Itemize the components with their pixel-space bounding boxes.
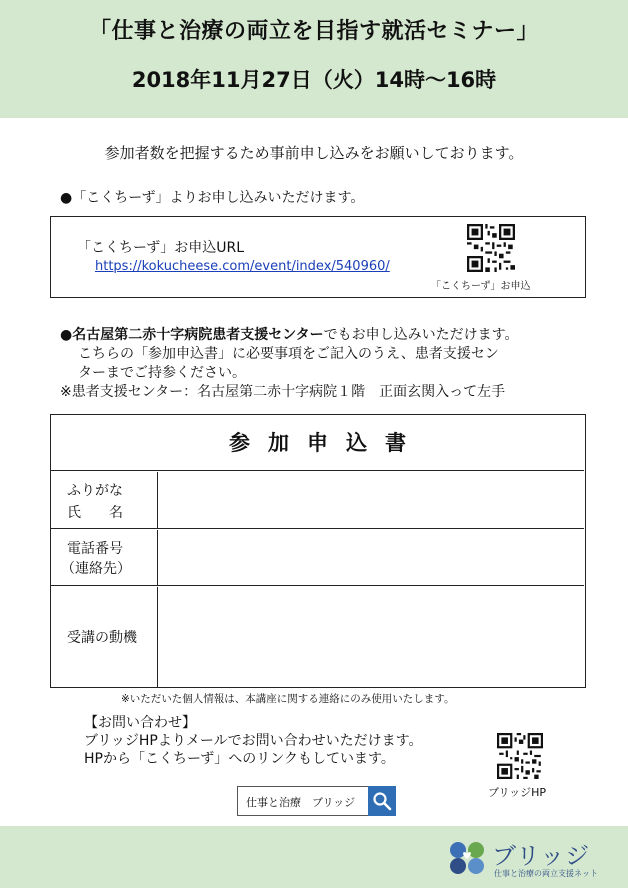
- contact-section: [84, 714, 422, 768]
- name-field[interactable]: [158, 472, 584, 528]
- bridge-logo-name: ブリッジ: [492, 842, 591, 870]
- phone-label-line2: （連絡先）: [61, 561, 131, 577]
- bridge-qr-caption: ブリッジHP: [488, 786, 547, 799]
- intro-text: 参加者数を把握するため事前申し込みをお願いしております。: [104, 144, 524, 162]
- contact-line-2: HPから「こくちーず」へのリンクもしています。: [84, 751, 395, 767]
- support-line-1-rest: でもお申し込みいただけます。: [323, 327, 519, 343]
- event-date: 2018年11月27日（火）14時～16時: [131, 68, 497, 92]
- search-button[interactable]: [368, 786, 396, 816]
- full-name-label: 氏 名: [67, 505, 123, 521]
- kokucheese-qr-caption: 「こくちーず」お申込: [431, 281, 531, 292]
- bridge-logo: [448, 836, 618, 882]
- application-form: [50, 414, 586, 688]
- search-box[interactable]: [237, 786, 395, 816]
- search-query-text: 仕事と治療 ブリッジ: [246, 796, 356, 809]
- motivation-field[interactable]: [158, 587, 584, 687]
- kokucheese-qr-code[interactable]: [467, 224, 515, 272]
- support-line-1: [60, 326, 600, 345]
- contact-line-1: ブリッジHPよりメールでお問い合わせいただけます。: [84, 733, 423, 749]
- phone-field[interactable]: [158, 530, 584, 585]
- support-line-2: こちらの「参加申込書」に必要事項をご記入のうえ、患者支援セン: [78, 346, 499, 362]
- support-center-name: 名古屋第二赤十字病院患者支援センター: [72, 327, 324, 343]
- motivation-label: [51, 587, 158, 687]
- contact-heading: 【お問い合わせ】: [84, 715, 196, 731]
- bridge-logo-icon: [448, 840, 488, 876]
- search-icon: [372, 791, 392, 811]
- form-row-name: [51, 472, 584, 529]
- form-title: 参加申込書: [51, 415, 584, 471]
- form-row-motivation: [51, 587, 584, 687]
- phone-label: [51, 530, 158, 585]
- phone-label-line1: 電話番号: [67, 541, 123, 557]
- kokucheese-label: 「こくちーず」お申込URL: [77, 240, 245, 256]
- name-label: [51, 472, 158, 528]
- support-line-3: ターまでご持参ください。: [78, 365, 246, 381]
- form-row-phone: [51, 530, 584, 586]
- motivation-label-text: 受講の動機: [67, 630, 137, 646]
- bullet-mark: ●: [60, 327, 73, 343]
- page-title: 「仕事と治療の両立を目指す就活セミナー」: [88, 19, 539, 44]
- bridge-logo-subtitle: 仕事と治療の両立支援ネット: [494, 869, 598, 878]
- kokucheese-link[interactable]: https://kokucheese.com/event/index/540960/: [95, 259, 390, 274]
- kokucheese-bullet: ●「こくちーず」よりお申し込みいただけます。: [60, 190, 365, 206]
- kokucheese-box: [50, 216, 586, 298]
- support-center-section: [60, 326, 600, 402]
- support-location-note: ※患者支援センター：名古屋第二赤十字病院１階 正面玄関入って左手: [60, 384, 506, 400]
- furigana-label: ふりがな: [67, 483, 123, 499]
- privacy-note: ※いただいた個人情報は、本講座に関する連絡にのみ使用いたします。: [121, 693, 455, 705]
- bridge-qr-code[interactable]: [497, 733, 543, 779]
